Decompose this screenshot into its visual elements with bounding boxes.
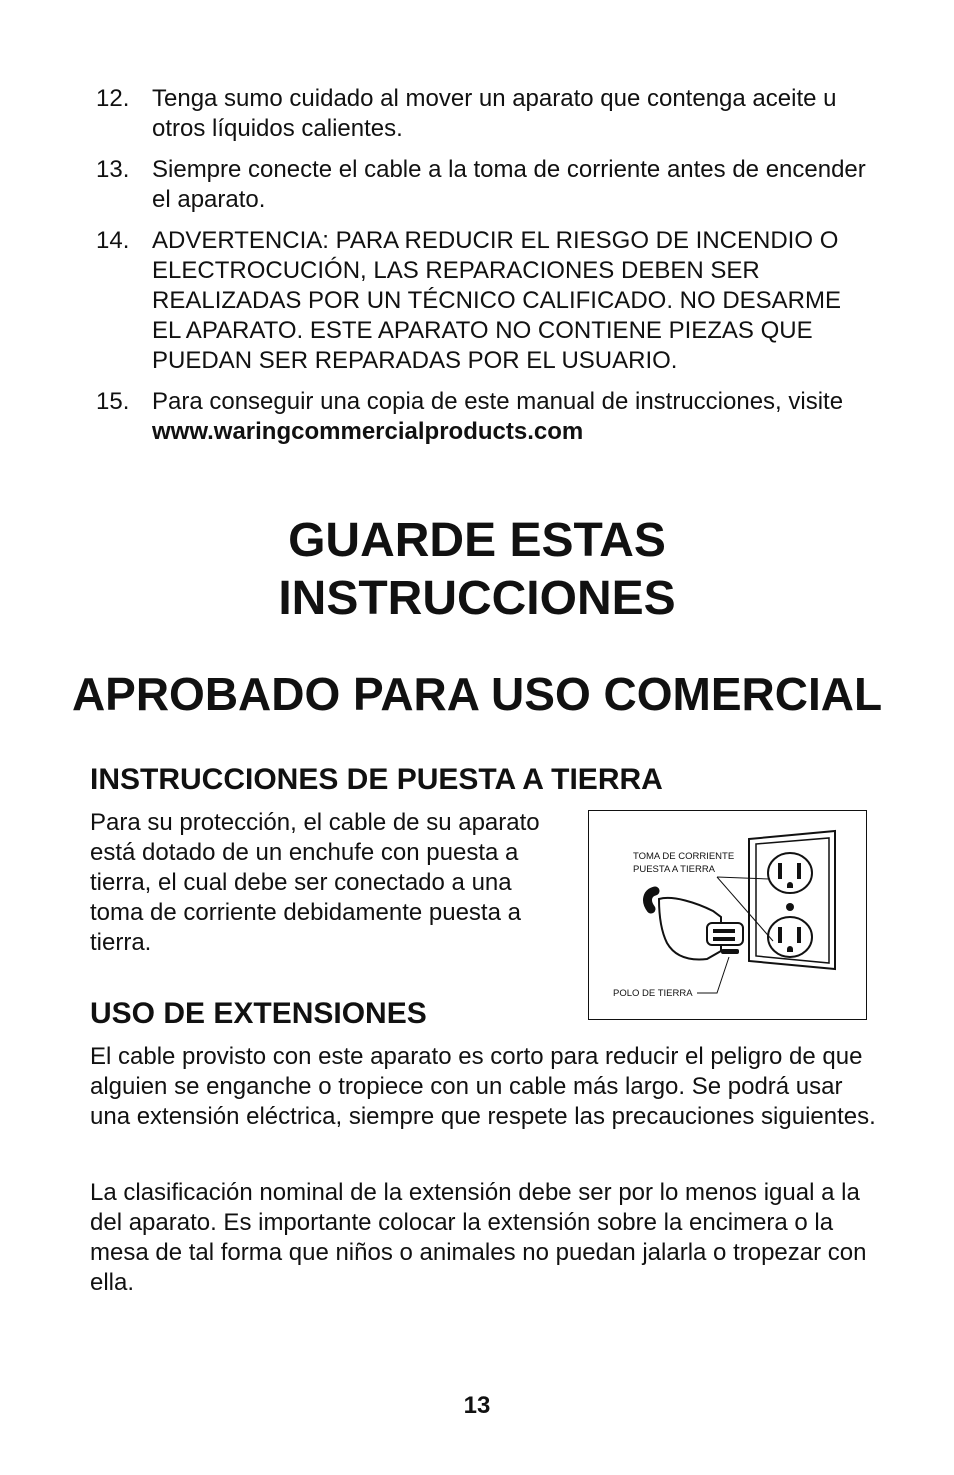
item-text-lead: Para conseguir una copia de este manual de instrucciones, visite — [152, 388, 844, 415]
grounding-body: Para su protección, el cable de su aparato está dotado de un enchufe con puesta a tierra, el cual debe ser conectado a una toma de corriente debidamente puesta a tierra. — [90, 809, 540, 956]
item-text: Tenga sumo cuidado al mover un aparato que contenga aceite u otros líquidos calientes. — [152, 85, 837, 142]
extensions-heading: USO DE EXTENSIONES — [90, 997, 427, 1030]
ground-hole — [787, 946, 793, 952]
approved-heading: APROBADO PARA USO COMERCIAL — [71, 668, 883, 720]
item-text: Siempre conecte el cable a la toma de corriente antes de encender el aparato. — [152, 156, 866, 213]
receptacle-slot — [797, 927, 801, 943]
grounding-heading: INSTRUCCIONES DE PUESTA A TIERRA — [90, 763, 663, 796]
plug-face — [707, 923, 743, 945]
item-number: 13. — [96, 156, 130, 183]
item-number: 12. — [96, 85, 130, 112]
list-item — [96, 226, 876, 376]
list-item — [96, 155, 876, 215]
item-number: 15. — [96, 388, 130, 415]
plug-blade — [713, 937, 735, 941]
page-number: 13 — [463, 1392, 491, 1419]
extensions-body-1: El cable provisto con este aparato es corto para reducir el peligro de que alguien se enganche o tropiece con un cable más largo. Se podrá usar una extensión eléctrica, siempre que respete las precauciones siguientes. — [90, 1043, 876, 1130]
plug-blade — [713, 929, 735, 933]
leader-line — [697, 957, 729, 993]
item-text — [152, 387, 876, 447]
save-heading-line1: GUARDE ESTAS — [288, 514, 666, 567]
outlet-illustration — [589, 811, 866, 1019]
receptacle-slot — [778, 927, 782, 943]
power-cord — [648, 891, 655, 909]
item-text: ADVERTENCIA: PARA REDUCIR EL RIESGO DE INCENDIO O ELECTROCUCIÓN, LAS REPARACIONES DEBEN SER REALIZADAS POR UN TÉCNICO CALIFICADO. NO DESARME EL APARATO. ESTE APARATO NO CONTIENE PIEZAS QUE PUEDAN SER REPARADAS POR EL USUARIO. — [152, 227, 842, 374]
receptacle-slot — [778, 863, 782, 879]
list-item — [96, 84, 876, 144]
ground-pin-label: POLO DE TIERRA — [613, 988, 693, 999]
receptacle-slot — [797, 863, 801, 879]
save-heading-line2: INSTRUCCIONES — [278, 572, 676, 625]
outlet-label-line1: TOMA DE CORRIENTE — [633, 851, 735, 862]
outlet-label-line2: PUESTA A TIERRA — [633, 864, 716, 875]
ground-hole — [787, 882, 793, 888]
grounded-outlet-figure — [588, 810, 867, 1020]
save-instructions-heading — [0, 512, 954, 628]
plate-screw — [786, 903, 794, 911]
item-number: 14. — [96, 227, 130, 254]
extensions-body-2: La clasificación nominal de la extensión debe ser por lo menos igual a la del aparato. Es importante colocar la extensión sobre la encimera o la mesa de tal forma que niños o animales no puedan jalarla o tropezar con ella. — [90, 1179, 867, 1296]
safety-list — [96, 84, 876, 458]
ground-pin — [721, 949, 739, 954]
website-link[interactable]: www.waringcommercialproducts.com — [152, 418, 584, 445]
list-item — [96, 387, 876, 447]
